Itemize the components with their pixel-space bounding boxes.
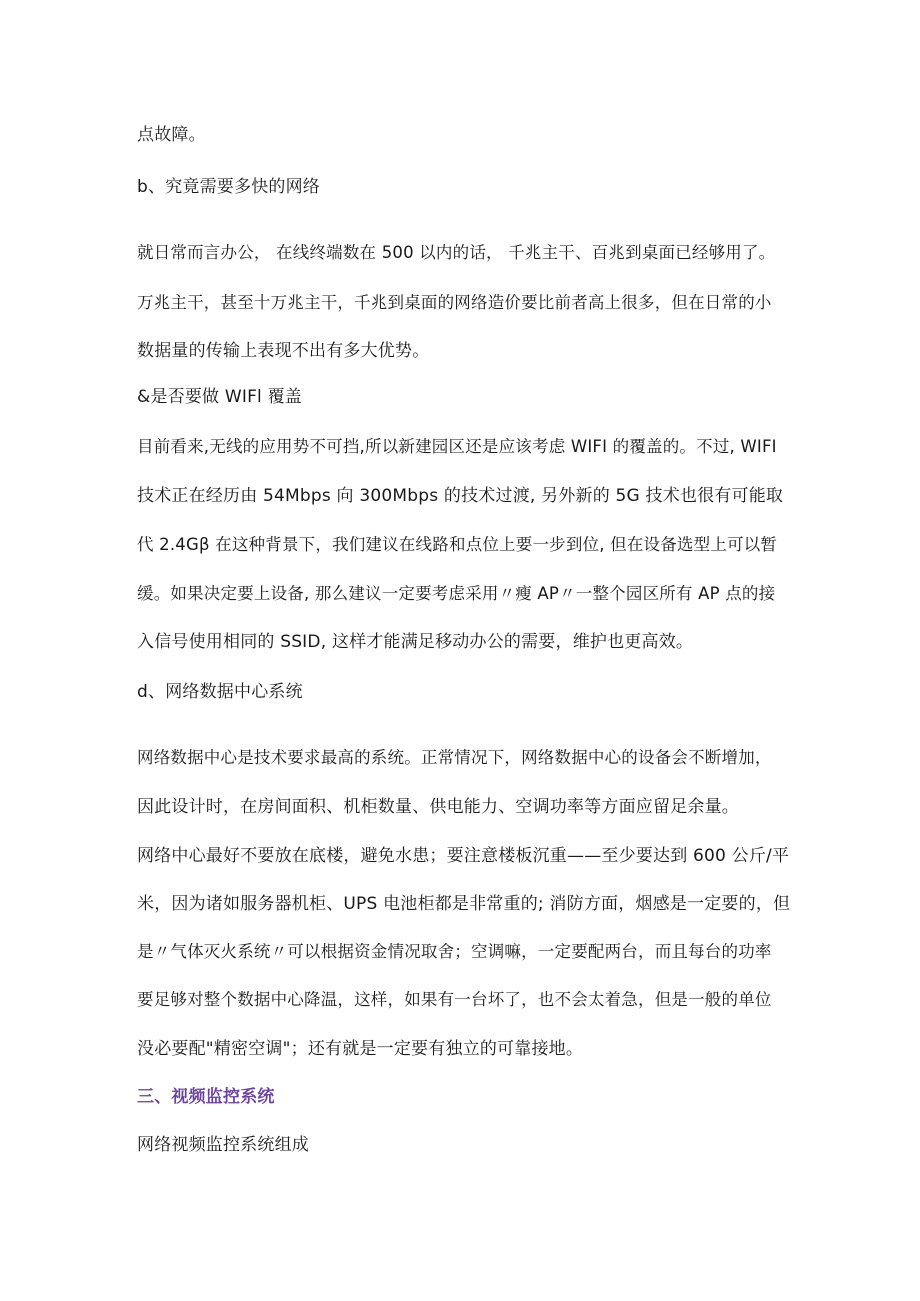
paragraph-line: 米，因为诸如服务器机柜、UPS 电池柜都是非常重的; 消防方面，烟感是一定要的，但 <box>137 894 791 914</box>
paragraph-line: 要足够对整个数据中心降温，这样，如果有一台坏了，也不会太着急，但是一般的单位 <box>137 990 772 1009</box>
paragraph-line: 就日常而言办公， 在线终端数在 500 以内的话， 千兆主干、百兆到桌面已经够用了。 <box>137 243 776 262</box>
section-heading-wifi: &是否要做 WIFl 覆盖 <box>137 387 302 407</box>
paragraph-line: 代 2.4Gβ 在这种背景下，我们建议在线路和点位上要一步到位, 但在设备选型上可以暂 <box>137 535 778 554</box>
paragraph-line: 是〃气体灭火系统〃可以根据资金情况取舍；空调嘛，一定要配两台，而且每台的功率 <box>137 942 772 961</box>
paragraph-line: 万兆主干，甚至十万兆主干，千兆到桌面的网络造价要比前者高上很多，但在日常的小 <box>137 293 772 312</box>
paragraph-line: 技术正在经历由 54Mbps 向 300Mbps 的技术过渡, 另外新的 5G 技术也很有可能取 <box>137 486 784 506</box>
paragraph-line: 数据量的传输上表现不出有多大优势。 <box>137 341 430 361</box>
paragraph-line: 缓。如果决定要上设备, 那么建议一定要考虑采用〃瘦 AP〃一整个园区所有 AP 点的接 <box>137 584 776 603</box>
section-heading-d: d、网络数据中心系统 <box>137 682 303 702</box>
paragraph-line: 点故障。 <box>137 125 206 145</box>
subheading-video-system-composition: 网络视频监控系统组成 <box>137 1135 309 1155</box>
paragraph-line: 网络数据中心是技术要求最高的系统。正常情况下，网络数据中心的设备会不断增加， <box>137 748 772 767</box>
section-heading-b: b、究竟需要多快的网络 <box>137 177 320 197</box>
paragraph-line: 因此设计时，在房间面积、机柜数量、供电能力、空调功率等方面应留足余量。 <box>137 797 739 817</box>
section-heading-video-surveillance: 三、视频监控系统 <box>137 1087 275 1107</box>
paragraph-line: 网络中心最好不要放在底楼，避免水患；要注意楼板沉重——至少要达到 600 公斤/平 <box>137 846 790 866</box>
paragraph-line: 目前看来,无线的应用势不可挡,所以新建园区还是应该考虑 WIFI 的覆盖的。不过, WIFI <box>137 437 777 456</box>
paragraph-line: 入信号使用相同的 SSID, 这样才能满足移动办公的需要，维护也更高效。 <box>137 632 694 652</box>
paragraph-line: 没必要配"精密空调"；还有就是一定要有独立的可靠接地。 <box>137 1039 584 1059</box>
